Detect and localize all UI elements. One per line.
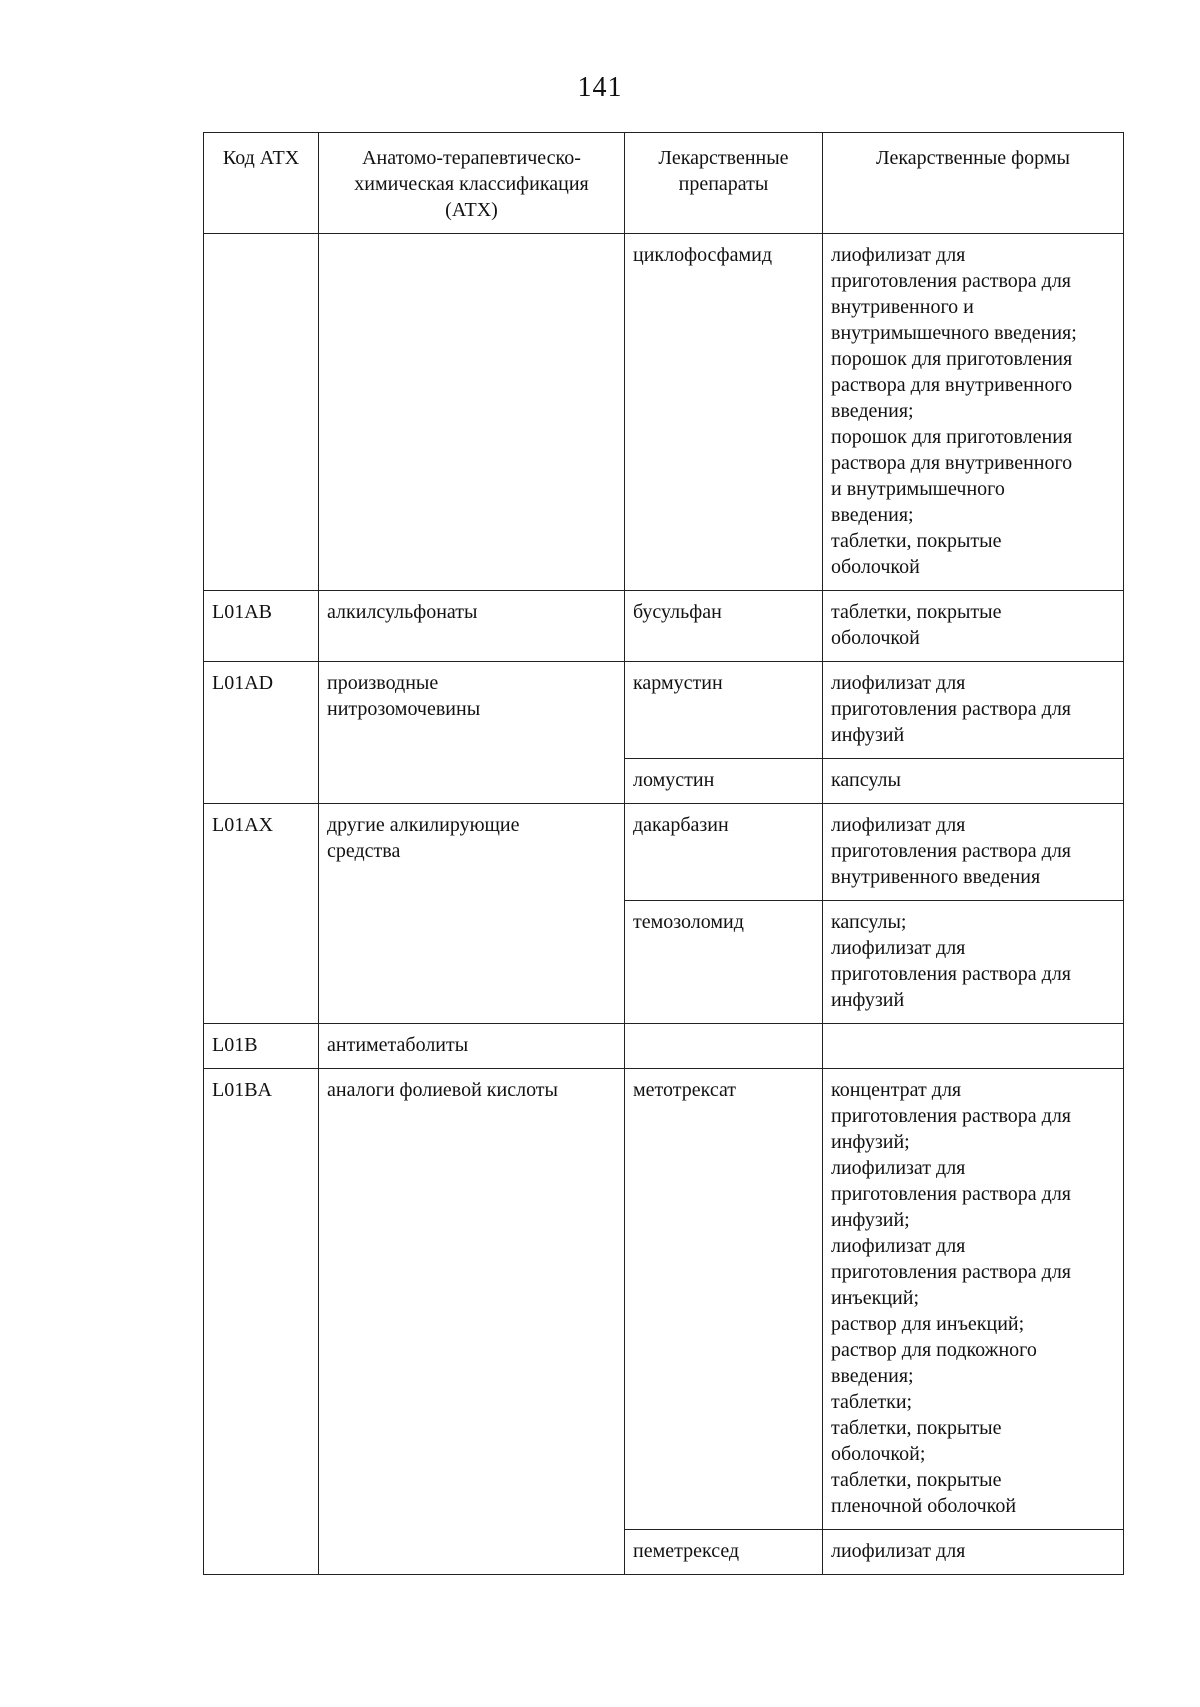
table-header-row — [204, 133, 1124, 234]
cell-forms: лиофилизат для приготовления раствора для инфузий — [823, 662, 1124, 759]
atc-table — [203, 132, 1124, 1575]
cell-classification: другие алкилирующие средства — [319, 804, 625, 1024]
cell-drug: циклофосфамид — [625, 234, 823, 591]
table-row — [204, 234, 1124, 591]
cell-classification: алкилсульфонаты — [319, 591, 625, 662]
cell-code: L01B — [204, 1024, 319, 1069]
cell-forms: капсулы — [823, 759, 1124, 804]
cell-forms: лиофилизат для — [823, 1530, 1124, 1575]
cell-code: L01AX — [204, 804, 319, 1024]
cell-drug — [625, 1024, 823, 1069]
cell-forms: таблетки, покрытые оболочкой — [823, 591, 1124, 662]
header-forms: Лекарственные формы — [823, 133, 1124, 234]
cell-classification — [319, 234, 625, 591]
cell-classification: аналоги фолиевой кислоты — [319, 1069, 625, 1575]
page-number: 141 — [577, 72, 623, 103]
cell-forms: концентрат для приготовления раствора для инфузий; лиофилизат для приготовления раствора для инфузий; лиофилизат для приготовления раствора для инъекций; раствор для инъекций; раствор для подкожного введения; таблетки; таблетки, покрытые оболочкой; таблетки, покрытые пленочной оболочкой — [823, 1069, 1124, 1530]
cell-drug: ломустин — [625, 759, 823, 804]
cell-code — [204, 234, 319, 591]
cell-drug: темозоломид — [625, 901, 823, 1024]
cell-drug: бусульфан — [625, 591, 823, 662]
cell-drug: кармустин — [625, 662, 823, 759]
cell-classification: производные нитрозомочевины — [319, 662, 625, 804]
cell-drug: пеметрексед — [625, 1530, 823, 1575]
cell-forms — [823, 1024, 1124, 1069]
table-row — [204, 1069, 1124, 1530]
table-row — [204, 804, 1124, 901]
cell-code: L01AD — [204, 662, 319, 804]
header-classification: Анатомо-терапевтическо- химическая классификация (АТХ) — [319, 133, 625, 234]
header-code: Код АТХ — [204, 133, 319, 234]
cell-forms: капсулы; лиофилизат для приготовления раствора для инфузий — [823, 901, 1124, 1024]
header-drugs: Лекарственные препараты — [625, 133, 823, 234]
cell-classification: антиметаболиты — [319, 1024, 625, 1069]
table-row — [204, 1024, 1124, 1069]
cell-forms: лиофилизат для приготовления раствора для внутривенного и внутримышечного введения; порошок для приготовления раствора для внутривенного введения; порошок для приготовления раствора для внутривенного и внутримышечного введения; таблетки, покрытые оболочкой — [823, 234, 1124, 591]
cell-forms: лиофилизат для приготовления раствора для внутривенного введения — [823, 804, 1124, 901]
cell-code: L01AB — [204, 591, 319, 662]
cell-drug: метотрексат — [625, 1069, 823, 1530]
table-row — [204, 662, 1124, 759]
table-row — [204, 591, 1124, 662]
cell-code: L01BA — [204, 1069, 319, 1575]
cell-drug: дакарбазин — [625, 804, 823, 901]
